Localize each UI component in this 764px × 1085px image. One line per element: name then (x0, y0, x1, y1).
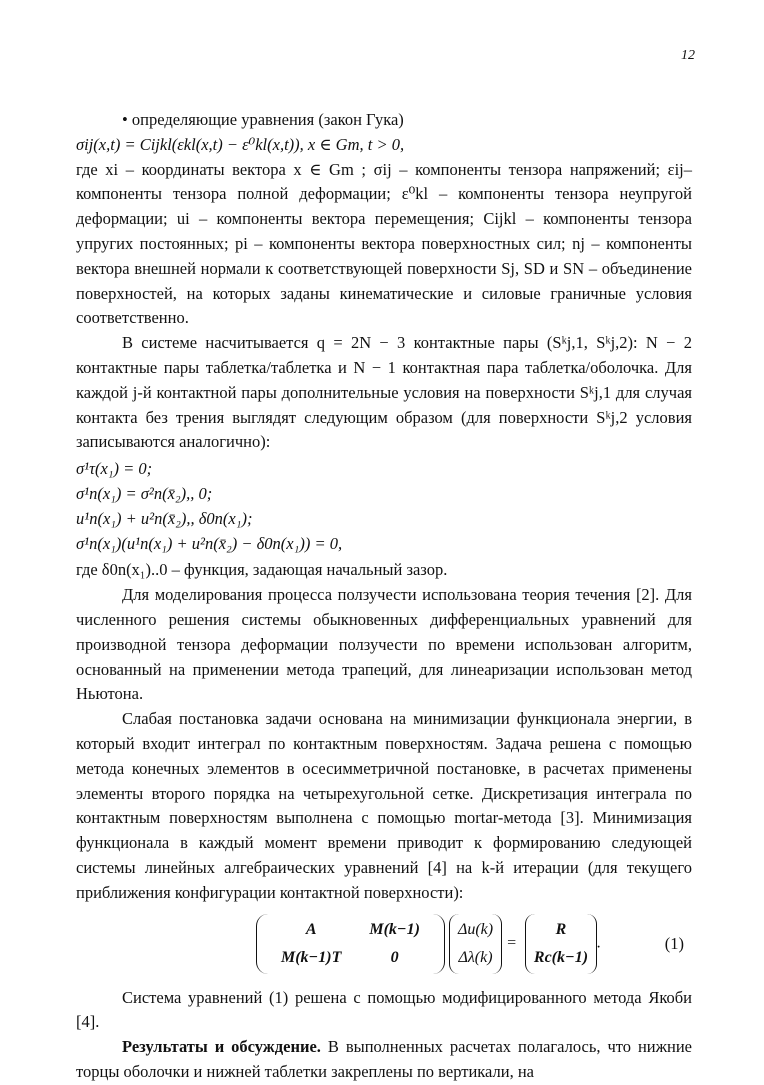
system-matrix (256, 914, 445, 974)
paragraph-contacts: В системе насчитывается q = 2N − 3 контактные пары (Sᵏj,1, Sᵏj,2): N − 2 контактные пары таблетка/таблетка и N − 1 контактная пара таблетка/оболочка. Для каждой j-й контактной пары дополнительные условия на поверхности Sᵏj,1 для случая контакта без трения выглядят следующим образом (для поверхности Sᵏj,2 условия записываются аналогично): (76, 333, 692, 452)
unknown-vector (449, 914, 502, 974)
matrix-a11: A (305, 920, 317, 938)
vector-b2: Rc(k−1) (533, 948, 589, 966)
equation-number: (1) (664, 933, 684, 953)
vector-b1: R (555, 920, 567, 938)
hooke-equation: σij(x,t) = Cijkl(εkl(x,t) − ε⁰kl(x,t)), x ∈ Gm, t > 0, (76, 134, 405, 154)
results-heading: Результаты и обсуждение. (122, 1037, 321, 1057)
contact-equation-1: σ¹τ(x₁) = 0; (76, 459, 153, 479)
paragraph-weak-formulation: Слабая постановка задачи основана на минимизации функционала энергии, в который входит интеграл по контактным поверхностям. Задача решена с помощью метода конечных элементов в осесимметричной постановке, в расчетах применены элементы второго порядка на четырехугольной сетке. Дискретизация интеграла по контактным поверхностям выполнена с помощью mortar-метода [3]. Минимизация функционала в каждый момент времени приводит к формированию следующей системы линейных алгебраических уравнений [4] на k-й итерации (для текущего приближения конфигурации контактной поверхности): (76, 709, 692, 902)
page-number: 12 (681, 48, 695, 63)
results-text: В выполненных расчетах полагалось, что нижние торцы оболочки и нижней таблетки закреплены по вертикали, на (76, 1037, 692, 1081)
equation-period: . (597, 934, 602, 952)
paragraph-gap: где δ0n(x₁)..0 – функция, задающая начальный зазор. (76, 560, 448, 580)
matrix-a21: M(k−1)T (281, 948, 342, 966)
matrix-equation (76, 910, 692, 980)
rhs-vector (525, 914, 597, 974)
paragraph-definitions: где xi – координаты вектора x ∈ Gm ; σij – компоненты тензора напряжений; εij– компоненты тензора полной деформации; ε⁰kl – компоненты тензора неупругой деформации; ui – компоненты вектора перемещения; Cijkl – компоненты тензора упругих постоянных; pi – компоненты вектора поверхностных сил; nj – компоненты вектора внешней нормали к соответствующей поверхности Sj, SD и SN – объединение поверхностей, на которых заданы кинематические и силовые граничные условия соответственно. (76, 159, 692, 328)
matrix-a12: M(k−1) (369, 920, 420, 938)
matrix-a22: 0 (390, 948, 399, 966)
contact-equation-4: σ¹n(x₁)(u¹n(x₁) + u²n(x̄₂) − δ0n(x₁)) = 0, (76, 533, 343, 553)
vector-x2: Δλ(k) (458, 948, 493, 966)
paragraph-creep: Для моделирования процесса ползучести использована теория течения [2]. Для численного решения системы обыкновенных дифференциальных уравнений для производной тензора деформации ползучести по времени использован алгоритм, основанный на применении метода трапеций, для линеаризации использован метод Ньютона. (76, 585, 692, 704)
vector-x1: Δu(k) (457, 920, 494, 938)
paragraph-jacobi: Система уравнений (1) решена с помощью модифицированного метода Якоби [4]. (76, 987, 692, 1032)
page-body (76, 108, 692, 1085)
bullet-item: • определяющие уравнения (закон Гука) (122, 110, 404, 129)
contact-conditions (76, 457, 692, 556)
contact-equation-3: u¹n(x₁) + u²n(x̄₂),, δ0n(x₁); (76, 508, 253, 528)
paragraph-results (76, 1035, 692, 1085)
contact-equation-2: σ¹n(x₁) = σ²n(x̄₂),, 0; (76, 483, 213, 503)
equals-sign: = (506, 934, 517, 952)
matrix-equation-body (256, 914, 601, 974)
